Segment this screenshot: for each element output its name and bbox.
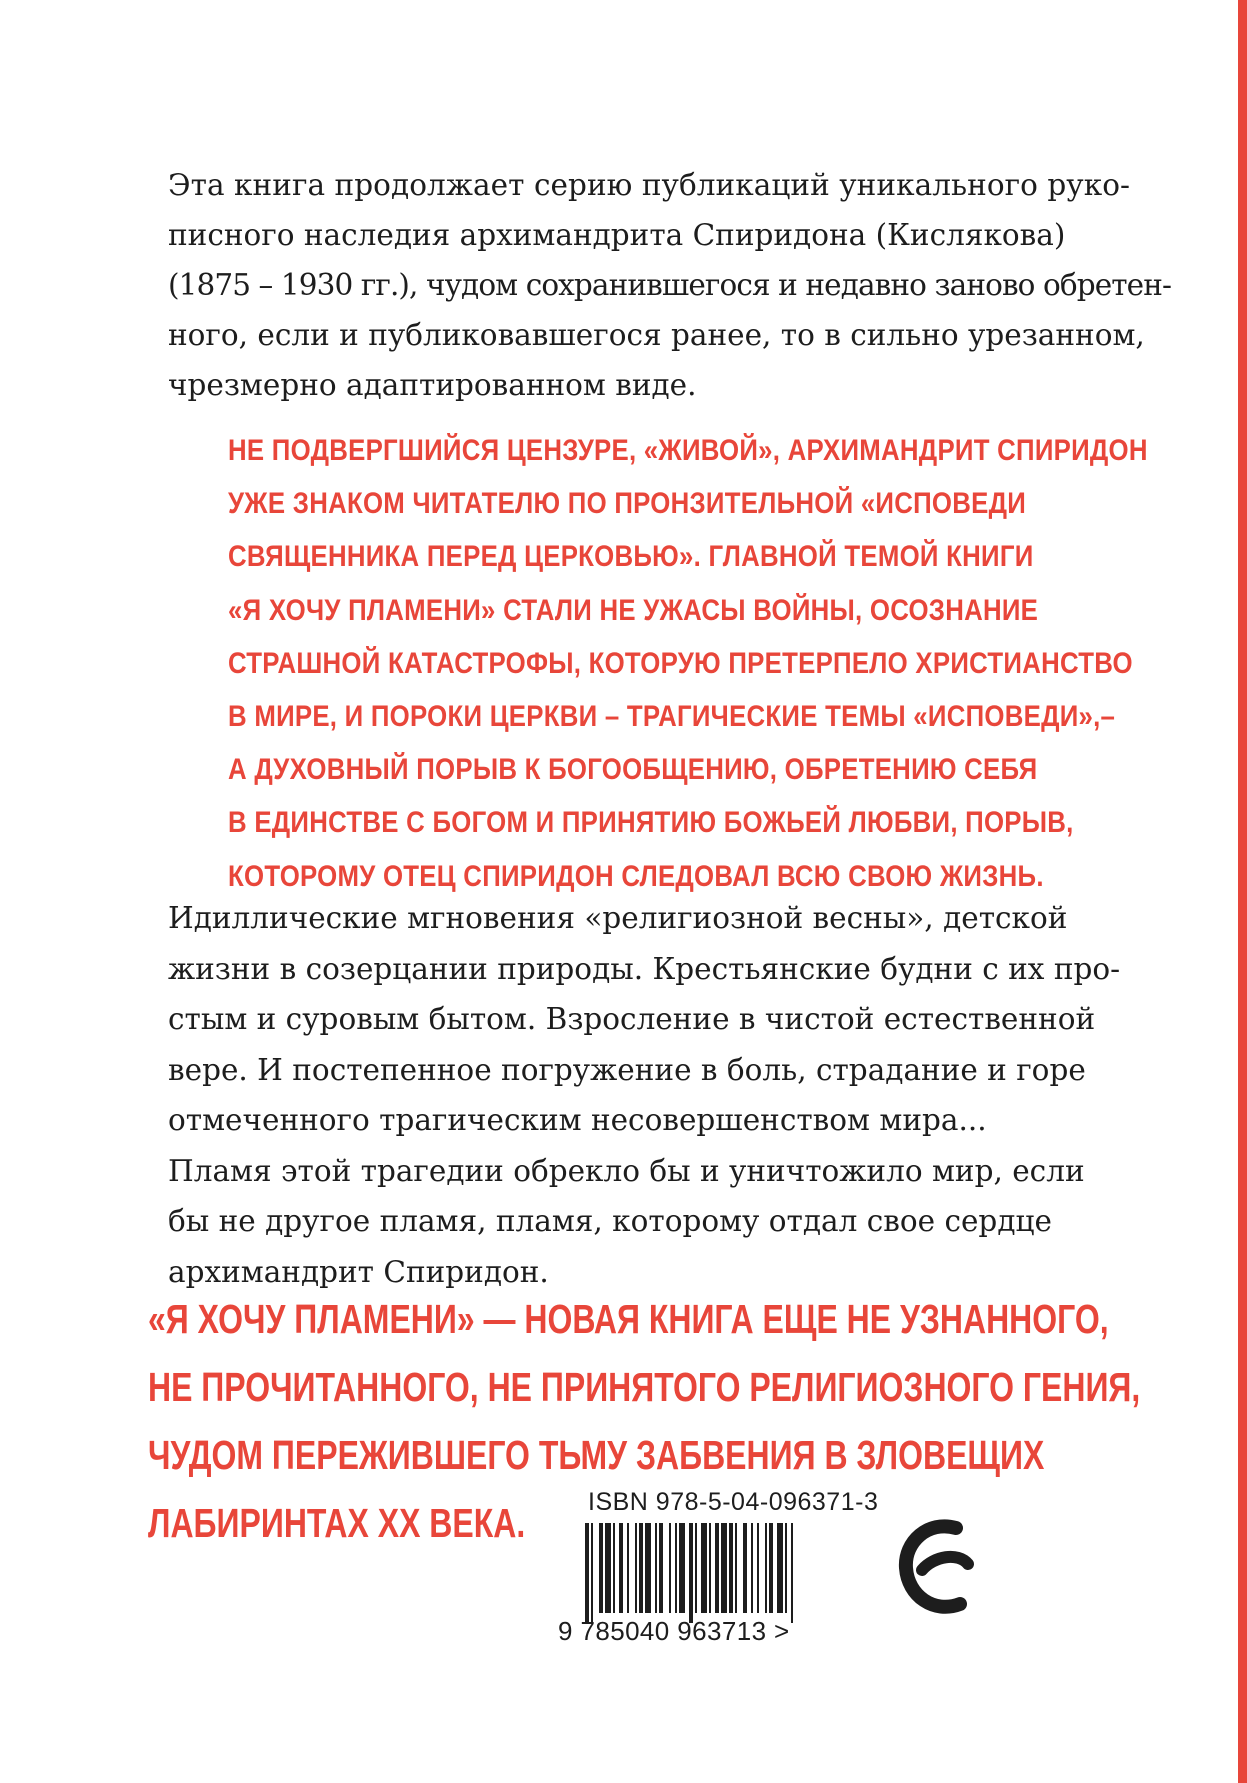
quote-line: НЕ ПОДВЕРГШИЙСЯ ЦЕНЗУРЕ, «ЖИВОЙ», АРХИМАНДРИТ СПИРИДОН <box>228 434 1148 467</box>
barcode-icon <box>585 1523 855 1623</box>
barcode-bar <box>591 1523 593 1623</box>
closing-line: НЕ ПРОЧИТАННОГО, НЕ ПРИНЯТОГО РЕЛИГИОЗНОГО ГЕНИЯ, <box>148 1364 1141 1410</box>
intro-line: (1875 – 1930 гг.), чудом сохранившегося и недавно заново обретен- <box>168 268 1172 302</box>
body-line: стым и суровым бытом. Взросление в чистой естественной <box>168 1002 1096 1036</box>
body-line: бы не другое пламя, пламя, которому отдал свое сердце <box>168 1204 1052 1238</box>
barcode-bar <box>613 1523 615 1613</box>
barcode-bar <box>735 1523 737 1613</box>
intro-line: Эта книга продолжает серию публикаций уникального руко- <box>168 168 1131 202</box>
barcode-bar <box>695 1523 697 1613</box>
barcode-digits: 9 785040 963713 > <box>558 1616 790 1646</box>
quote-line: В МИРЕ, И ПОРОКИ ЦЕРКВИ – ТРАГИЧЕСКИЕ ТЕМЫ «ИСПОВЕДИ»,– <box>228 700 1116 734</box>
body-line: архимандрит Спиридон. <box>168 1254 549 1289</box>
barcode-bar <box>791 1523 793 1623</box>
barcode-bar <box>675 1523 677 1613</box>
barcode-bar <box>655 1523 657 1613</box>
barcode-bar <box>709 1523 711 1613</box>
quote-line: СТРАШНОЙ КАТАСТРОФЫ, КОТОРУЮ ПРЕТЕРПЕЛО ХРИСТИАНСТВО <box>228 646 1133 680</box>
barcode-bar <box>679 1523 685 1613</box>
barcode-bar <box>689 1523 693 1623</box>
barcode-bar <box>729 1523 733 1613</box>
barcode-bar <box>721 1523 727 1613</box>
intro-paragraph <box>168 160 1172 410</box>
barcode-bar <box>751 1523 753 1613</box>
barcode-bar <box>627 1523 629 1613</box>
body-line: Пламя этой трагедии обрекло бы и уничтожило мир, если <box>168 1153 1085 1188</box>
quote-line: «Я ХОЧУ ПЛАМЕНИ» СТАЛИ НЕ УЖАСЫ ВОЙНЫ, ОСОЗНАНИЕ <box>228 593 1039 627</box>
body-paragraph <box>168 893 1121 1297</box>
quote-line: А ДУХОВНЫЙ ПОРЫВ К БОГООБЩЕНИЮ, ОБРЕТЕНИЮ СЕБЯ <box>228 753 1038 787</box>
highlight-quote <box>228 424 1148 903</box>
intro-line: писного наследия архимандрита Спиридона (Кислякова) <box>168 218 1066 252</box>
cover-edge-strip <box>1238 0 1247 1783</box>
quote-line: УЖЕ ЗНАКОМ ЧИТАТЕЛЮ ПО ПРОНЗИТЕЛЬНОЙ «ИСПОВЕДИ <box>228 487 1027 521</box>
eksmo-logo-icon <box>898 1516 976 1618</box>
intro-line: ного, если и публиковавшегося ранее, то в сильно урезанном, <box>168 318 1145 352</box>
barcode-bar <box>777 1523 783 1613</box>
closing-line: ЧУДОМ ПЕРЕЖИВШЕГО ТЬМУ ЗАБВЕНИЯ В ЗЛОВЕЩИХ <box>148 1432 1045 1478</box>
quote-line: СВЯЩЕННИКА ПЕРЕД ЦЕРКОВЬЮ». ГЛАВНОЙ ТЕМОЙ КНИГИ <box>228 540 1034 574</box>
isbn-label: ISBN 978-5-04-096371-3 <box>588 1488 879 1516</box>
barcode-bar <box>619 1523 623 1613</box>
barcode-bar <box>659 1523 663 1613</box>
barcode-bar <box>639 1523 643 1613</box>
body-line: Идиллические мгновения «религиозной весны», детской <box>168 901 1068 935</box>
barcode-bar <box>715 1523 719 1613</box>
barcode-bar <box>669 1523 671 1613</box>
barcode-bar <box>645 1523 651 1613</box>
barcode-bar <box>585 1523 589 1623</box>
barcode-bar <box>605 1523 611 1613</box>
body-line: вере. И постепенное погружение в боль, страдание и горе <box>168 1052 1086 1087</box>
intro-line: чрезмерно адаптированном виде. <box>168 368 697 402</box>
body-line: жизни в созерцании природы. Крестьянские будни с их про- <box>168 951 1121 986</box>
quote-line: В ЕДИНСТВЕ С БОГОМ И ПРИНЯТИЮ БОЖЬЕЙ ЛЮБВИ, ПОРЫВ, <box>228 806 1074 840</box>
barcode-bar <box>635 1523 637 1613</box>
barcode-bar <box>785 1523 787 1613</box>
barcode-bar <box>701 1523 707 1613</box>
body-line: отмеченного трагическим несовершенством мира... <box>168 1103 987 1137</box>
quote-line: КОТОРОМУ ОТЕЦ СПИРИДОН СЛЕДОВАЛ ВСЮ СВОЮ ЖИЗНЬ. <box>228 859 1044 893</box>
barcode-bar <box>769 1523 773 1613</box>
closing-line: «Я ХОЧУ ПЛАМЕНИ» — НОВАЯ КНИГА ЕЩЕ НЕ УЗНАННОГО, <box>148 1296 1109 1342</box>
barcode-bar <box>757 1523 759 1613</box>
barcode-bar <box>765 1523 767 1613</box>
barcode-bar <box>743 1523 747 1613</box>
barcode-bar <box>599 1523 603 1613</box>
closing-line: ЛАБИРИНТАХ XX ВЕКА. <box>148 1500 526 1546</box>
